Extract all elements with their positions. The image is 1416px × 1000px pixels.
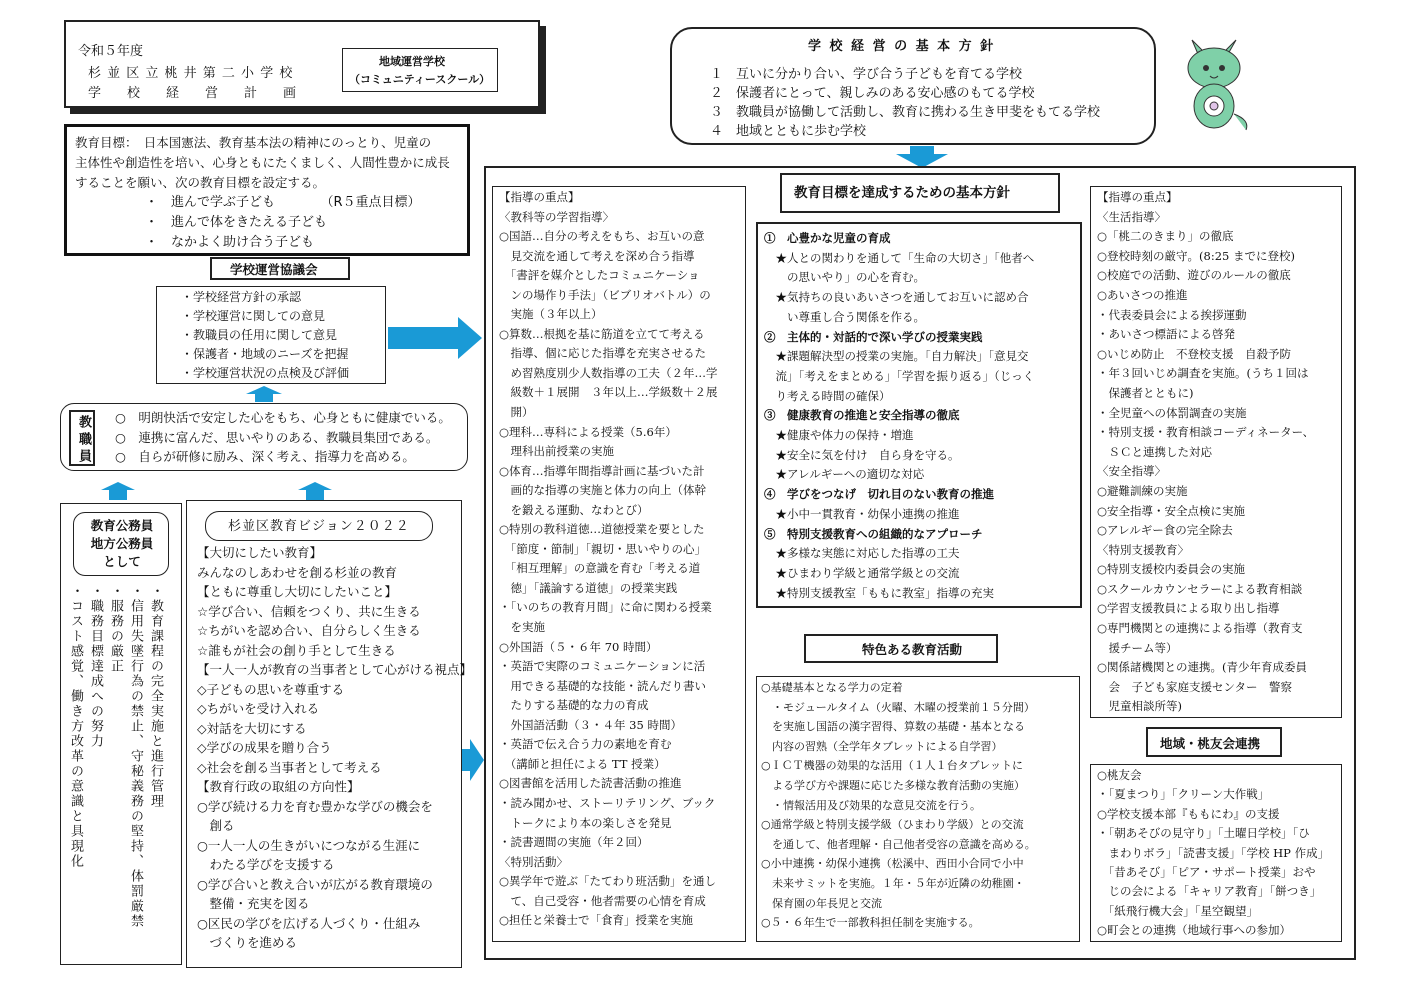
civil-title-line: として (103, 554, 141, 569)
guidance-left-box (492, 186, 746, 942)
mascot-icon (1170, 36, 1260, 136)
guidance-left-line: ○体育…指導年間指導計画に基づいた計 (499, 463, 705, 478)
basic-policy-item: ３ 教職員が協働して活動し、教育に携わる生き甲斐をもてる学校 (710, 105, 1101, 120)
civil-servant-box (60, 503, 182, 965)
featured-line: ・モジュールタイム（火曜、木曜の授業前１５分間） (761, 700, 1035, 714)
guidance-left-line: ○理科…専科による授業（5.6年） (499, 424, 677, 439)
goals-policy-line: ③ 健康教育の推進と安全指導の徹底 (764, 408, 960, 423)
vision-line: ○区民の学びを広げる人づくり・仕組み (197, 915, 421, 931)
staff-item: ○ 自らが研修に励み、深く考え、指導力を高める。 (115, 449, 415, 464)
guidance-right-line: 援チーム等） (1097, 640, 1178, 655)
guidance-left-line: 実施（３年以上） (499, 307, 603, 322)
guidance-right-line: ○スクールカウンセラーによる教育相談 (1097, 581, 1303, 596)
education-goals-box (64, 124, 470, 256)
basic-policy-item: ４ 地域とともに歩む学校 (710, 124, 867, 139)
goals-policy-line: 流」「考えをまとめる」「学習を振り返る」（じっく (764, 368, 1035, 383)
featured-line: ○通常学級と特別支援学級（ひまわり学級）との交流 (761, 818, 1024, 832)
guidance-left-line: トークにより本の楽しさを発見 (499, 815, 672, 830)
staff-label: 教職員 (76, 415, 91, 466)
featured-line: よる学び方や課題に応じた多様な教育活動の実施） (761, 778, 1025, 792)
guidance-left-line: ・英語で実際のコミュニケーションに活 (499, 659, 706, 674)
community-line: じの会による「キャリア教育」「餅つき」 (1097, 884, 1322, 899)
guidance-right-line: ○専門機関との連携による指導（教育支 (1097, 621, 1303, 636)
guidance-left-line: を鍛える運動、なわとび） (499, 502, 649, 517)
community-box (1090, 764, 1342, 942)
guidance-right-line: 会 子ども家庭支援センター 警察 (1097, 679, 1293, 694)
community-title-box (1146, 727, 1282, 757)
goal-item: ・ なかよく助け合う子ども (145, 235, 315, 250)
vision-line: 整備・充実を図る (197, 896, 310, 911)
arrow-down-icon (896, 146, 948, 168)
goals-policy-title: 教育目標を達成するための基本方針 (794, 185, 1010, 201)
guidance-right-box (1090, 186, 1342, 718)
vision-line: ◇社会を創る当事者として考える (197, 759, 382, 775)
guidance-right-line: ○いじめ防止 不登校支援 自殺予防 (1097, 346, 1292, 361)
guidance-left-line: 「節度・節制」「親切・思いやりの心」 (499, 541, 706, 556)
goals-policy-line: ② 主体的・対話的で深い学びの授業実践 (764, 329, 983, 344)
guidance-right-line: 保護者とともに) (1097, 385, 1194, 400)
guidance-left-line: ○外国語（５・６年 70 時間） (499, 639, 658, 654)
guidance-left-line: ・読み聞かせ、ストーリテリング、ブック (499, 795, 716, 810)
goals-policy-line: ★健康や体力の保持・増進 (764, 428, 914, 443)
guidance-left-line: 級数＋１展開 ３年以上…学級数＋２展 (499, 385, 718, 400)
guidance-left-line: 〈教科等の学習指導〉 (499, 209, 614, 224)
header-school: 杉 並 区 立 桃 井 第 二 小 学 校 (88, 66, 294, 81)
goals-policy-line: ① 心豊かな児童の育成 (764, 231, 891, 245)
goals-items (145, 193, 421, 253)
featured-text (761, 678, 1036, 933)
goals-policy-line: ★小中一貫教育・幼保小連携の推進 (764, 506, 960, 521)
community-line: まわりボラ」「読書支援」「学校 HP 作成」 (1097, 845, 1330, 860)
goals-policy-line: り考える時間の確保） (764, 388, 891, 403)
community-line: ・「朝あそびの見守り」「土曜日学校」「ひ (1097, 826, 1310, 841)
council-item: ・学校運営状況の点検及び評価 (181, 366, 350, 380)
guidance-right-line: 【指導の重点】 (1097, 190, 1178, 204)
council-box (156, 286, 386, 384)
vision-line: ◇子どもの思いを尊重する (197, 681, 345, 697)
vision-line: ○学び合いと教え合いが広がる教育環境の (197, 876, 433, 892)
goals-policy-line: ⑤ 特別支援教育への組織的なアプローチ (764, 526, 983, 541)
guidance-left-line: 徳」「議論する道徳」の授業実践 (499, 580, 678, 595)
guidance-right-line: ○アレルギー食の完全除去 (1097, 523, 1233, 538)
vision-line: わたる学びを支援する (197, 857, 335, 872)
community-title: 地域・桃友会連携 (1160, 736, 1261, 751)
goals-policy-line: ★課題解決型の授業の実施。「自力解決」「意見交 (764, 349, 1029, 364)
featured-line: を通して、他者理解・自己他者受容の意識を高める。 (761, 837, 1036, 851)
civil-title-box (73, 512, 169, 576)
goals-text (75, 133, 450, 193)
community-line: 「紙飛行機大会」「星空観望」 (1097, 903, 1258, 918)
guidance-right-line: ・あいさつ標語による啓発 (1097, 327, 1235, 342)
vision-line: 【大切にしたい教育】 (197, 545, 323, 560)
basic-policy-item: ２ 保護者にとって、親しみのある安心感のもてる学校 (710, 86, 1035, 101)
vision-line: みんなのしあわせを創る杉並の教育 (197, 564, 398, 580)
vision-line: ○一人一人の生きがいにつながる生涯に (197, 837, 421, 853)
guidance-left-line: て、自己受容・他者需要の心情を育成 (499, 893, 706, 908)
goals-policy-text (764, 229, 1034, 603)
council-list (181, 288, 349, 383)
guidance-right-line: ○「桃二のきまり」の徹底 (1097, 229, 1234, 244)
header-year: 令和５年度 (78, 44, 144, 59)
guidance-left-line: を実施 (499, 620, 545, 635)
guidance-right-text (1097, 188, 1314, 717)
header-plan: 学 校 経 営 計 画 (88, 86, 297, 101)
vision-line: 【教育行政の取組の方向性】 (197, 779, 360, 794)
goals-policy-line: ★人との関わりを通して「生命の大切さ」「他者へ (764, 250, 1035, 265)
guidance-left-line: ○図書館を活用した読書活動の推進 (499, 776, 682, 791)
guidance-right-line: ○安全指導・安全点検に実施 (1097, 503, 1246, 518)
guidance-right-line: ・全児童への体罰調査の実施 (1097, 405, 1247, 420)
guidance-right-line: ＳＣと連携した対応 (1097, 444, 1212, 459)
guidance-left-line: 理科出前授業の実施 (499, 444, 614, 459)
goals-policy-line: ★ひまわり学級と通常学級との交流 (764, 565, 960, 580)
guidance-right-line: 〈生活指導〉 (1097, 209, 1166, 224)
community-line: ○町会との連携（地域行事への参加） (1097, 923, 1292, 938)
goal-item: ・ 進んで体をきたえる子ども (145, 215, 328, 230)
basic-policy-item: １ 互いに分かり合い、学び合う子どもを育てる学校 (710, 67, 1023, 82)
guidance-right-line: ○登校時刻の厳守。(8:25 までに登校) (1097, 248, 1295, 263)
vision-line: ◇ちがいを受け入れる (197, 701, 320, 716)
guidance-left-line: たりする基礎的な力の育成 (499, 698, 649, 713)
guidance-left-line: 画的な指導の実施と体力の向上（体幹 (499, 483, 706, 498)
goals-line: することを願い、次の教育目標を設定する。 (75, 175, 326, 190)
header-box (64, 20, 540, 108)
community-school-title: 地域運営学校 (379, 55, 445, 68)
goals-policy-line: い尊重し合う関係を作る。 (764, 309, 925, 324)
basic-policy-list (710, 65, 1100, 141)
staff-label-box (69, 410, 95, 466)
vision-line: ☆学び合い、信頼をつくり、共に生きる (197, 603, 421, 619)
civil-item: ・コスト感覚、働き方改革の意識と具現化 (68, 584, 83, 869)
guidance-left-line: ○算数…根拠を基に筋道を立てて考える (499, 326, 705, 341)
staff-item: ○ 明朗快活で安定した心をもち、心身ともに健康でいる。 (115, 410, 451, 425)
goals-policy-line: ④ 学びをつなげ 切れ目のない教育の推進 (764, 487, 994, 502)
community-line: ○学校支援本部『ももにわ』の支援 (1097, 806, 1280, 821)
council-title: 学校運営協議会 (230, 262, 318, 277)
goals-line: 主体性や創造性を培い、心身ともにたくましく、人間性豊かに成長 (75, 155, 450, 170)
guidance-left-line: 外国語活動（３・４年 35 時間） (499, 717, 682, 732)
community-line: ・「夏まつり」「クリーン大作戦」 (1097, 787, 1270, 802)
civil-item: ・教育課程の完全実施と進行管理 (148, 584, 163, 809)
goals-policy-line: の思いやり」の心を育む。 (764, 270, 925, 285)
vision-title: 杉並区教育ビジョン２０２２ (228, 519, 410, 534)
guidance-left-line: ・英語で伝え合う力の素地を育む (499, 737, 672, 752)
guidance-left-line: 指導、個に応じた指導を充実させるた (499, 346, 706, 361)
guidance-left-line: ○異学年で遊ぶ「たてわり班活動」を通し (499, 874, 717, 889)
arrow-up-icon (246, 386, 282, 402)
vision-line: ○学び続ける力を育む豊かな学びの機会を (197, 798, 433, 814)
goals-policy-line: ★アレルギーへの適切な対応 (764, 467, 925, 482)
goals-policy-title-box (780, 173, 1060, 213)
guidance-right-line: ・代表委員会による挨拶運動 (1097, 307, 1247, 322)
vision-line: づくりを進める (197, 935, 298, 950)
featured-line: ・情報活用及び効果的な意見交流を行う。 (761, 798, 981, 812)
vision-line: ◇学びの成果を贈り合う (197, 740, 332, 755)
arrow-up-icon (101, 482, 135, 500)
community-line: ○桃友会 (1097, 768, 1142, 782)
vision-text (197, 543, 472, 953)
community-school-badge (342, 48, 498, 92)
vision-line: ☆誰もが社会の創り手として生きる (197, 642, 396, 658)
goals-policy-line: ★多様な実態に対応した指導の工夫 (764, 546, 960, 561)
goals-policy-line: ★気持ちの良いあいさつを通してお互いに認め合 (764, 290, 1029, 305)
featured-line: を実施し国語の漢字習得、算数の基礎・基本となる (761, 720, 1025, 734)
vision-line: 【ともに尊重し大切にしたいこと】 (197, 584, 398, 599)
civil-title-line: 教育公務員 (90, 518, 154, 533)
vision-line: 【一人一人が教育の当事者として心がける視点】 (197, 662, 473, 677)
guidance-left-line: ・読書週間の実施（年２回） (499, 835, 649, 850)
featured-line: ○小中連携・幼保小連携（松溪中、西田小合同で小中 (761, 857, 1024, 871)
civil-title-line: 地方公務員 (90, 536, 154, 551)
guidance-left-line: ンの場作り手法」（ビブリオバトル）の (499, 287, 711, 302)
guidance-right-line: 〈特別支援教育〉 (1097, 542, 1189, 557)
guidance-right-line: ○あいさつの推進 (1097, 287, 1188, 302)
guidance-left-line: ○担任と栄養士で「食育」授業を実施 (499, 913, 694, 928)
guidance-right-line: 〈安全指導〉 (1097, 464, 1166, 479)
guidance-right-line: ○関係諸機関との連携。(青少年育成委員 (1097, 660, 1308, 675)
guidance-left-line: 【指導の重点】 (499, 190, 580, 204)
vision-line: ☆ちがいを認め合い、自分らしく生きる (197, 623, 421, 638)
staff-box (60, 403, 468, 471)
staff-item: ○ 連携に富んだ、思いやりのある、教職員集団である。 (115, 429, 439, 445)
council-item: ・学校運営に関しての意見 (181, 309, 326, 323)
featured-line: ○基礎基本となる学力の定着 (761, 681, 903, 694)
featured-line: 未来サミットを実施。１年・５年が近隣の幼稚園・ (761, 876, 1025, 890)
civil-title (74, 517, 170, 571)
guidance-left-line: め習熟度別少人数指導の工夫（２年…学 (499, 365, 718, 380)
guidance-left-line: 「書評を媒介としたコミュニケーショ (499, 268, 700, 283)
goals-line: 教育目標： 日本国憲法、教育基本法の精神にのっとり、児童の (75, 135, 432, 150)
guidance-right-line: ○特別支援校内委員会の実施 (1097, 562, 1246, 577)
guidance-right-line: ○学習支援教員による取り出し指導 (1097, 601, 1280, 616)
arrow-right-icon (462, 739, 484, 781)
community-school-sub: （コミュニティースクール） (349, 73, 491, 86)
civil-item: ・職務目標達成への努力 (88, 584, 103, 749)
featured-box (756, 676, 1080, 942)
goal-item: ・ 進んで学ぶ子ども （R５重点目標） (145, 195, 421, 210)
featured-title: 特色ある教育活動 (862, 642, 963, 657)
guidance-right-line: ○校庭での活動、遊びのルールの徹底 (1097, 268, 1291, 283)
featured-line: 保育園の年長児と交流 (761, 896, 882, 910)
staff-list (115, 408, 451, 467)
guidance-right-line: ○避難訓練の実施 (1097, 483, 1188, 498)
guidance-left-line: 「相互理解」の意識を育む「考える道 (499, 561, 701, 576)
featured-line: 内容の習熟（全学年タブレットによる自学習） (761, 739, 1003, 753)
arrow-up-icon (298, 482, 332, 500)
guidance-left-line: 開） (499, 405, 534, 420)
featured-title-box (804, 634, 998, 663)
guidance-left-line: ・「いのちの教育月間」に命に関わる授業 (499, 600, 712, 615)
civil-item: ・服務の厳正 (108, 584, 123, 674)
council-title-box (210, 257, 350, 280)
guidance-left-line: 〈特別活動〉 (499, 854, 568, 869)
guidance-right-line: ・特別支援・教育相談コーディネーター、 (1097, 425, 1315, 440)
basic-policy-title: 学 校 経 営 の 基 本 方 針 (808, 39, 996, 54)
goals-policy-line: ★特別支援教室「ももに教室」指導の充実 (764, 585, 994, 600)
guidance-right-line: ・年３回いじめ調査を実施。(うち１回は (1097, 366, 1309, 381)
guidance-left-line: （講師と担任による TT 授業） (499, 756, 666, 771)
vision-title-box (205, 511, 433, 541)
council-item: ・保護者・地域のニーズを把握 (181, 347, 349, 361)
basic-policy-box (670, 27, 1156, 145)
guidance-left-text (499, 188, 718, 931)
community-line: 「昔あそび」「ピア・サポート授業」おや (1097, 865, 1316, 880)
guidance-right-line: 児童相談所等) (1097, 699, 1182, 714)
vision-line: ◇対話を大切にする (197, 720, 307, 736)
council-item: ・学校経営方針の承認 (181, 290, 302, 304)
guidance-left-line: 見交流を通して考えを深め合う指導 (499, 248, 695, 263)
guidance-left-line: 用できる基礎的な技能・読んだり書い (499, 678, 706, 693)
goals-policy-box (756, 222, 1082, 608)
community-text (1097, 766, 1329, 941)
guidance-left-line: ○特別の教科道徳…道徳授業を要とした (499, 522, 705, 537)
guidance-left-line: ○国語…自分の考えをもち、お互いの意 (499, 229, 705, 244)
arrow-right-icon (388, 317, 482, 359)
council-item: ・教職員の任用に関して意見 (181, 328, 338, 342)
featured-line: ○５・６年生で一部教科担任制を実施する。 (761, 916, 980, 930)
goals-policy-line: ★安全に気を付け 自ら身を守る。 (764, 447, 960, 462)
civil-item: ・信用失墜行為の禁止、守秘義務の堅持、体罰厳禁 (128, 584, 143, 929)
featured-line: ○ＩＣＴ機器の効果的な活用（１人１台タブレットに (761, 759, 1024, 773)
vision-line: 創る (197, 818, 235, 833)
vision-box (186, 500, 473, 968)
